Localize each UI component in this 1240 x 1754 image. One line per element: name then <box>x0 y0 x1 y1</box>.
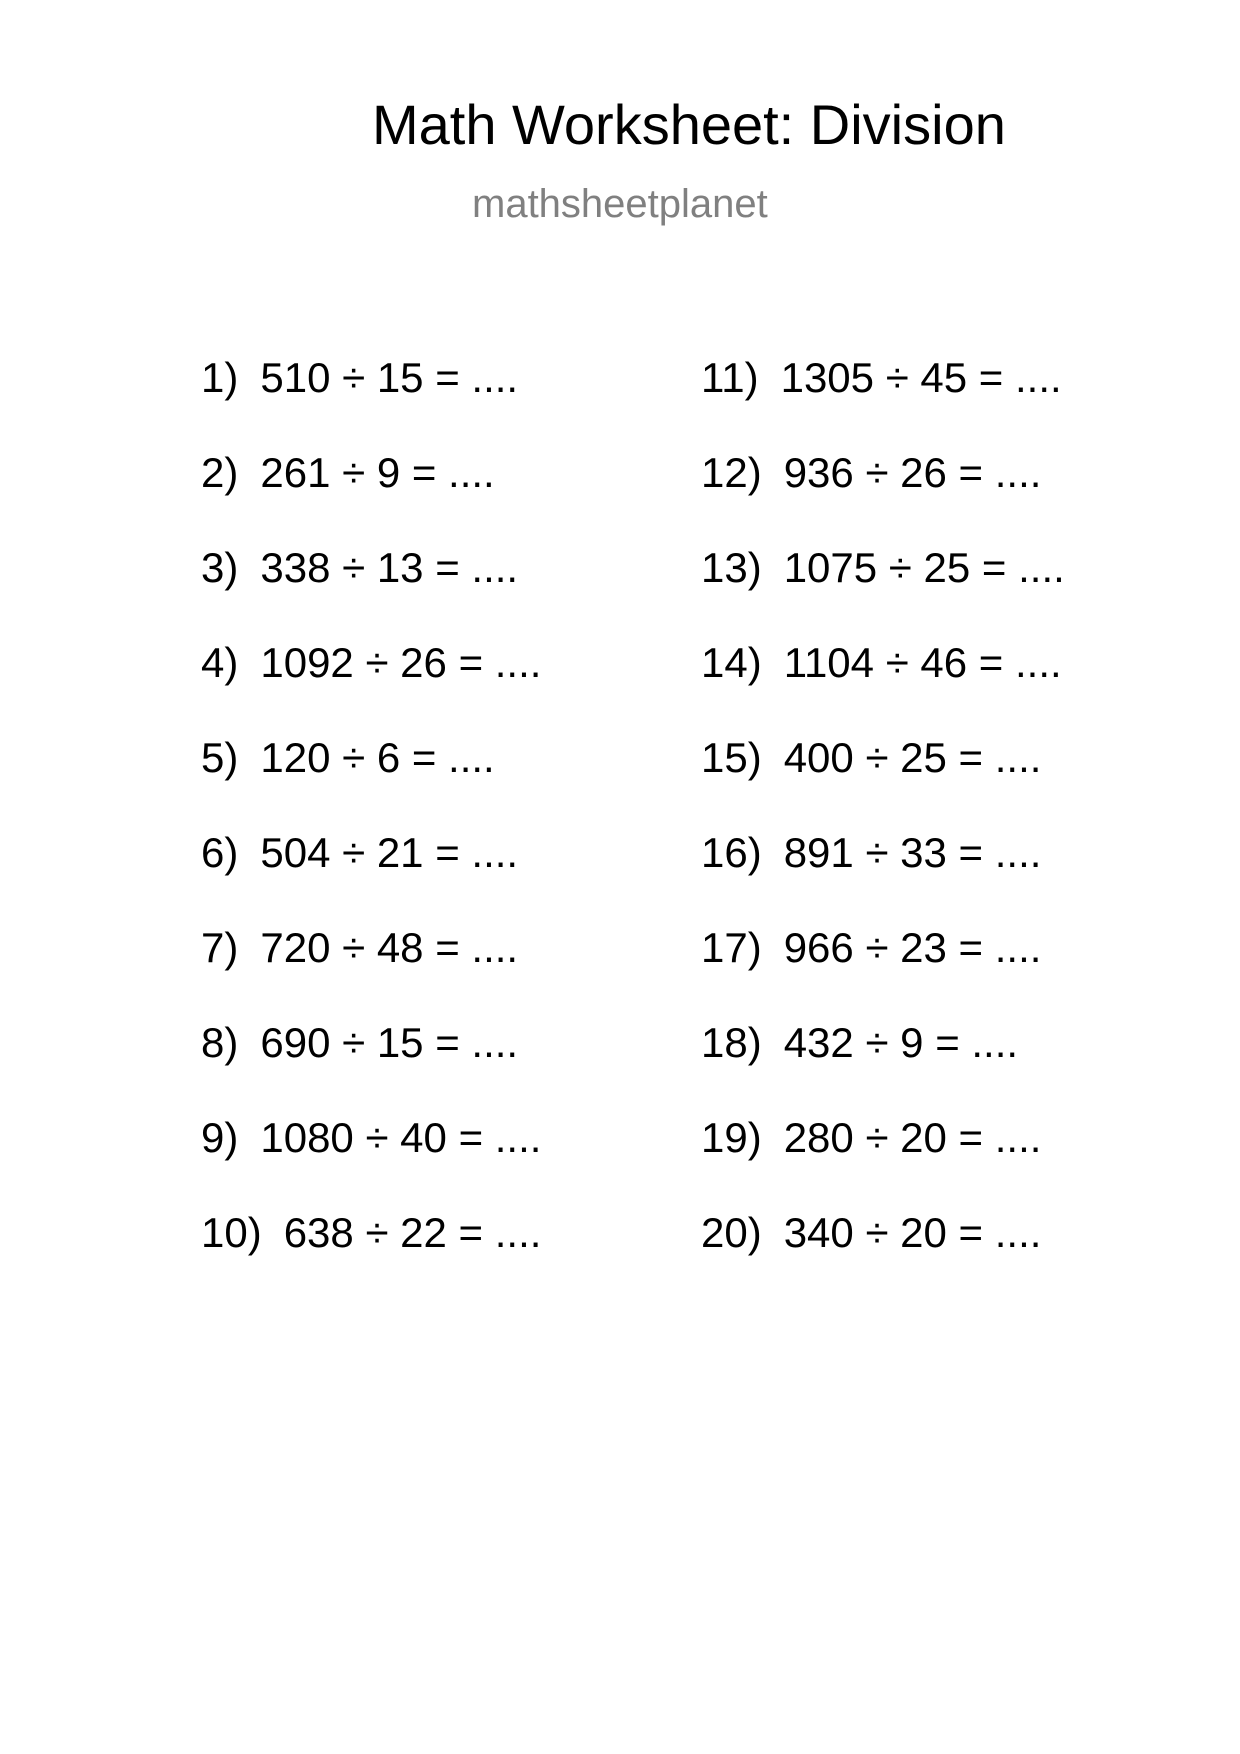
problem-expression: 261 ÷ 9 = .... <box>260 449 495 496</box>
problem-item <box>201 829 519 876</box>
problem-number: 11) <box>701 354 759 401</box>
worksheet-title: Math Worksheet: Division <box>372 93 1006 156</box>
problem-expression: 400 ÷ 25 = .... <box>783 734 1042 781</box>
problem-number: 3) <box>201 544 239 591</box>
problem-expression: 504 ÷ 21 = .... <box>260 829 519 876</box>
problem-item <box>201 354 519 401</box>
problem-number: 20) <box>701 1209 762 1256</box>
problem-item <box>201 1114 542 1161</box>
problem-item <box>201 734 495 781</box>
problem-item <box>701 1114 1042 1161</box>
problem-expression: 936 ÷ 26 = .... <box>783 449 1042 496</box>
problem-number: 6) <box>201 829 239 876</box>
problem-item <box>701 734 1042 781</box>
problem-item <box>701 449 1042 496</box>
worksheet-subtitle: mathsheetplanet <box>472 182 768 226</box>
problem-expression: 120 ÷ 6 = .... <box>260 734 495 781</box>
problem-item <box>201 639 542 686</box>
problem-item <box>201 544 519 591</box>
problem-expression: 1104 ÷ 46 = .... <box>783 639 1062 686</box>
problem-number: 4) <box>201 639 239 686</box>
problem-expression: 720 ÷ 48 = .... <box>260 924 519 971</box>
problem-item <box>201 924 519 971</box>
problem-item <box>201 449 495 496</box>
problem-expression: 432 ÷ 9 = .... <box>783 1019 1019 1066</box>
problem-number: 1) <box>201 354 239 401</box>
problem-number: 15) <box>701 734 762 781</box>
problem-expression: 638 ÷ 22 = .... <box>283 1209 542 1256</box>
problem-expression: 1305 ÷ 45 = .... <box>780 354 1062 401</box>
problem-number: 10) <box>201 1209 262 1256</box>
problem-number: 13) <box>701 544 762 591</box>
problem-number: 16) <box>701 829 762 876</box>
problem-number: 17) <box>701 924 762 971</box>
problem-number: 19) <box>701 1114 762 1161</box>
problem-expression: 340 ÷ 20 = .... <box>783 1209 1042 1256</box>
problem-number: 7) <box>201 924 239 971</box>
problem-expression: 1075 ÷ 25 = .... <box>783 544 1065 591</box>
problem-expression: 338 ÷ 13 = .... <box>260 544 519 591</box>
problem-item <box>701 544 1065 591</box>
problem-expression: 1080 ÷ 40 = .... <box>260 1114 542 1161</box>
problem-item <box>701 354 1062 401</box>
problem-number: 18) <box>701 1019 762 1066</box>
problem-expression: 280 ÷ 20 = .... <box>783 1114 1042 1161</box>
problem-item <box>701 924 1042 971</box>
problem-item <box>701 639 1062 686</box>
problem-item <box>701 1209 1042 1256</box>
problem-number: 14) <box>701 639 762 686</box>
problem-number: 9) <box>201 1114 239 1161</box>
problem-number: 12) <box>701 449 762 496</box>
problem-expression: 966 ÷ 23 = .... <box>783 924 1042 971</box>
problem-expression: 891 ÷ 33 = .... <box>783 829 1042 876</box>
problem-item <box>201 1209 542 1256</box>
problem-item <box>701 1019 1019 1066</box>
problem-number: 8) <box>201 1019 239 1066</box>
problem-expression: 690 ÷ 15 = .... <box>260 1019 519 1066</box>
problem-expression: 1092 ÷ 26 = .... <box>260 639 542 686</box>
problem-number: 5) <box>201 734 239 781</box>
problem-expression: 510 ÷ 15 = .... <box>260 354 519 401</box>
problem-item <box>701 829 1042 876</box>
problem-number: 2) <box>201 449 239 496</box>
problem-item <box>201 1019 519 1066</box>
